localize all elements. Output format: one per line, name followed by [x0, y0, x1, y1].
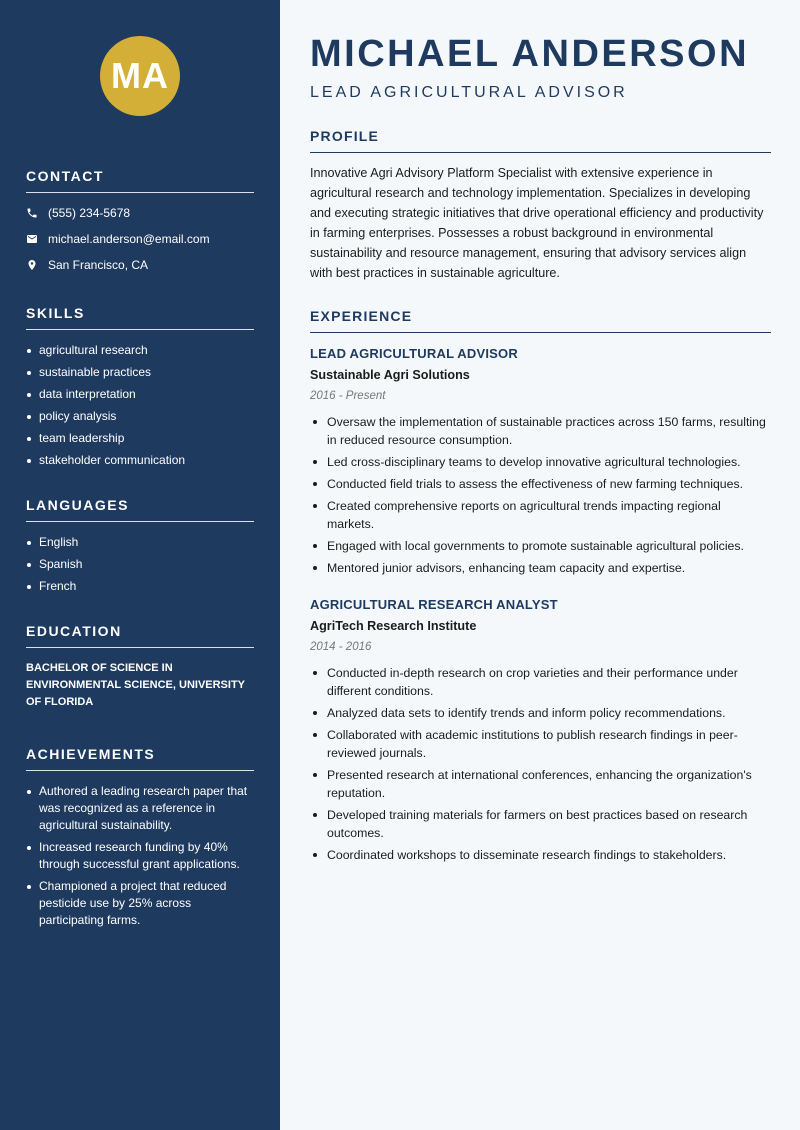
- list-item: Spanish: [26, 556, 254, 573]
- achievements-section: [26, 746, 254, 934]
- list-item: Led cross-disciplinary teams to develop innovative agricultural technologies.: [310, 453, 771, 471]
- list-item: sustainable practices: [26, 364, 254, 381]
- candidate-name: MICHAEL ANDERSON: [310, 33, 750, 75]
- list-item: Created comprehensive reports on agricultural trends impacting regional markets.: [310, 497, 771, 533]
- job-company: AgriTech Research Institute: [310, 619, 477, 633]
- languages-list: [26, 534, 254, 595]
- job-entry: [310, 597, 771, 868]
- skills-list: [26, 342, 254, 469]
- candidate-title: LEAD AGRICULTURAL ADVISOR: [310, 84, 628, 101]
- job-entry: [310, 346, 771, 581]
- education-heading: EDUCATION: [26, 623, 254, 648]
- list-item: Coordinated workshops to disseminate research findings to stakeholders.: [310, 846, 771, 864]
- contact-email: [26, 231, 254, 247]
- list-item: agricultural research: [26, 342, 254, 359]
- languages-heading: LANGUAGES: [26, 497, 254, 522]
- skills-heading: SKILLS: [26, 305, 254, 330]
- list-item: Oversaw the implementation of sustainable practices across 150 farms, resulting in reduced resource consumption.: [310, 413, 771, 449]
- contact-location: [26, 257, 254, 273]
- avatar: MA: [100, 36, 180, 116]
- list-item: Presented research at international conferences, enhancing the organization's reputation.: [310, 766, 771, 802]
- education-degree: BACHELOR OF SCIENCE IN ENVIRONMENTAL SCIENCE, UNIVERSITY OF FLORIDA: [26, 662, 245, 708]
- list-item: stakeholder communication: [26, 452, 254, 469]
- list-item: Collaborated with academic institutions to publish research findings in peer-reviewed journals.: [310, 726, 771, 762]
- list-item: Analyzed data sets to identify trends and inform policy recommendations.: [310, 704, 771, 722]
- list-item: Mentored junior advisors, enhancing team capacity and expertise.: [310, 559, 771, 577]
- phone-text: (555) 234-5678: [48, 206, 131, 220]
- list-item: Increased research funding by 40% through successful grant applications.: [26, 839, 254, 873]
- list-item: team leadership: [26, 430, 254, 447]
- contact-heading: CONTACT: [26, 168, 254, 193]
- list-item: policy analysis: [26, 408, 254, 425]
- contact-section: [26, 168, 254, 283]
- list-item: Conducted in-depth research on crop varieties and their performance under different conditions.: [310, 664, 771, 700]
- sidebar: [0, 0, 280, 1130]
- profile-text: Innovative Agri Advisory Platform Specialist with extensive experience in agricultural research and technology implementation. Specializes in developing and executing strategic initiatives that drive operational efficiency and productivity in farming enterprises. Possesses a robust background in environmental sustainability and resource management, ensuring that advisory services align with best practices in sustainable agriculture.: [310, 166, 764, 280]
- job-bullets: [310, 413, 771, 577]
- location-pin-icon: [26, 259, 38, 271]
- profile-heading: PROFILE: [310, 128, 771, 153]
- email-text[interactable]: michael.anderson@email.com: [48, 232, 210, 246]
- job-dates: 2014 - 2016: [310, 641, 372, 653]
- job-title: AGRICULTURAL RESEARCH ANALYST: [310, 597, 558, 612]
- list-item: Championed a project that reduced pesticide use by 25% across participating farms.: [26, 878, 254, 929]
- list-item: English: [26, 534, 254, 551]
- email-icon: [26, 233, 38, 245]
- location-text: San Francisco, CA: [48, 258, 149, 272]
- languages-section: [26, 497, 254, 600]
- list-item: Engaged with local governments to promote sustainable agricultural policies.: [310, 537, 771, 555]
- contact-phone: [26, 205, 254, 221]
- list-item: French: [26, 578, 254, 595]
- list-item: Conducted field trials to assess the effectiveness of new farming techniques.: [310, 475, 771, 493]
- skills-section: [26, 305, 254, 474]
- education-section: [26, 623, 254, 711]
- list-item: Authored a leading research paper that was recognized as a reference in agricultural sustainability.: [26, 783, 254, 834]
- achievements-list: [26, 783, 254, 929]
- list-item: data interpretation: [26, 386, 254, 403]
- experience-heading: EXPERIENCE: [310, 308, 771, 333]
- job-bullets: [310, 664, 771, 864]
- job-company: Sustainable Agri Solutions: [310, 368, 470, 382]
- job-dates: 2016 - Present: [310, 390, 386, 402]
- list-item: Developed training materials for farmers on best practices based on research outcomes.: [310, 806, 771, 842]
- job-title: LEAD AGRICULTURAL ADVISOR: [310, 346, 518, 361]
- achievements-heading: ACHIEVEMENTS: [26, 746, 254, 771]
- phone-icon: [26, 207, 38, 219]
